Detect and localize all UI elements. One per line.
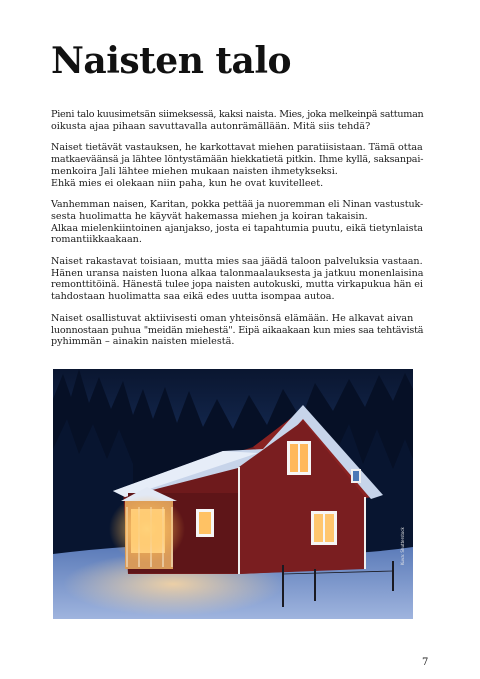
paragraph: [51, 142, 423, 189]
text-line: Ehkä mies ei olekaan niin paha, kun he ovat kuvitelleet.: [51, 177, 324, 189]
text-line: remonttitöinä. Hänestä tulee jopa naisten autokuski, mutta virkapukua hän ei: [51, 279, 423, 291]
paragraph: [51, 109, 423, 132]
house-photo: [53, 369, 413, 619]
text-line: oikusta ajaa pihaan savuttavalla autonrämällään. Mitä siis tehdä?: [51, 120, 371, 132]
text-line: sesta huolimatta he käyvät hakemassa miehen ja koiran takaisin.: [51, 210, 368, 222]
text-line: pyhimmän – ainakin naisten mielestä.: [51, 336, 235, 348]
text-line: Pieni talo kuusimetsän siimeksessä, kaksi naista. Mies, joka melkeinpä sattuman: [51, 109, 424, 120]
text-line: tahdostaan huolimatta saa eikä edes uutta isompaa autoa.: [51, 291, 335, 303]
page-title: Naisten talo: [51, 40, 292, 82]
text-line: Hänen uransa naisten luona alkaa talonmaalauksesta ja jatkuu monenlaisina: [51, 267, 424, 279]
text-line: Vanhemman naisen, Karitan, pokka pettää ja nuoremman eli Ninan vastustuk-: [51, 199, 424, 211]
text-line: matkaeväänsä ja lähtee löntystämään hiekkatietä pitkin. Ihme kyllä, saksanpai-: [51, 154, 424, 166]
text-line: luonnostaan puhua "meidän miehestä". Eipä aikaakaan kun mies saa tehtävistä: [51, 324, 424, 336]
body-text: [51, 109, 423, 358]
photo-credit: Kuva: Shutterstock: [400, 527, 405, 565]
red-house-winter-night-illustration: [53, 369, 413, 619]
text-line: Naiset tietävät vastauksen, he karkottavat miehen paratiisistaan. Tämä ottaa: [51, 142, 423, 154]
text-line: menkoira Jali lähtee miehen mukaan naisten ihmetykseksi.: [51, 165, 338, 177]
paragraph: [51, 256, 423, 303]
text-line: Alkaa mielenkiintoinen ajanjakso, josta ei tapahtumia puutu, eikä tietynlaista: [51, 222, 423, 234]
paragraph: [51, 313, 423, 348]
text-line: Naiset rakastavat toisiaan, mutta mies saa jäädä taloon palveluksia vastaan.: [51, 256, 423, 268]
page-number: 7: [422, 657, 429, 668]
text-line: romantiikkaakaan.: [51, 234, 142, 246]
text-line: Naiset osallistuvat aktiivisesti oman yhteisönsä elämään. He alkavat aivan: [51, 312, 414, 324]
paragraph: [51, 199, 423, 246]
